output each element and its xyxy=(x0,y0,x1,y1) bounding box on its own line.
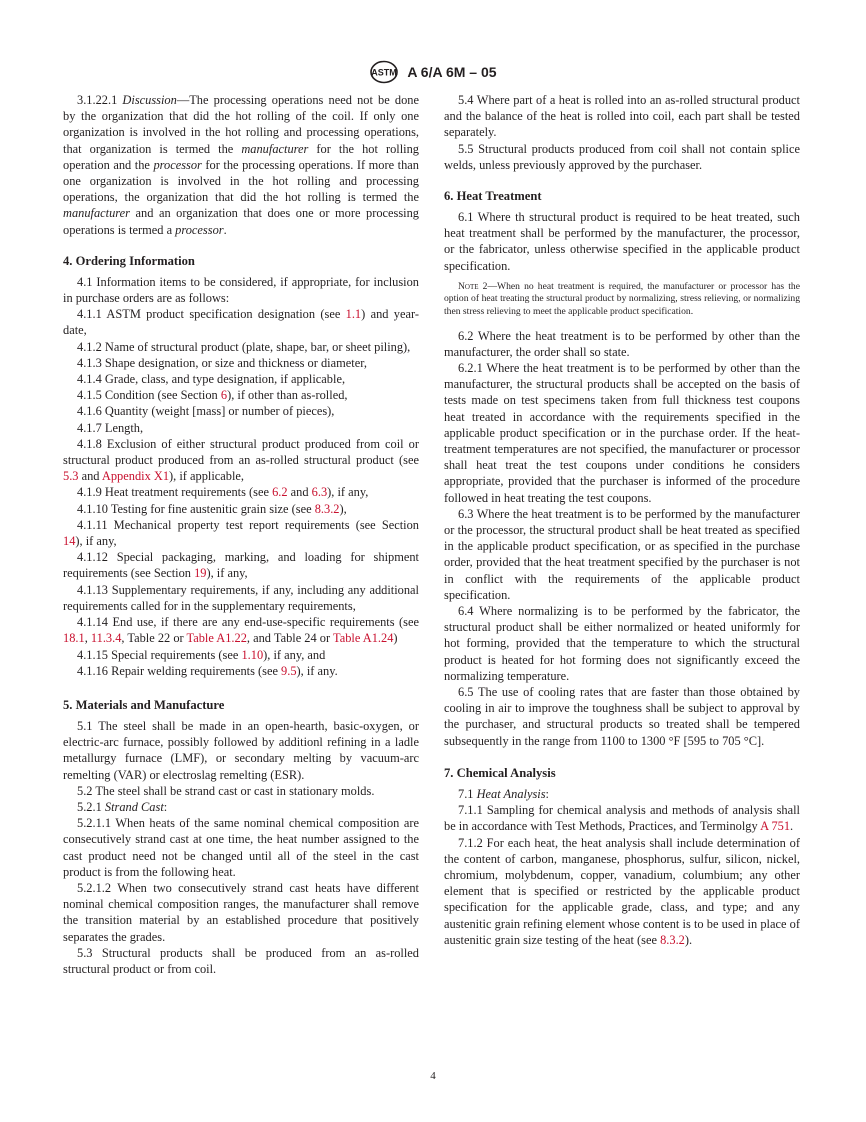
ref-link[interactable]: 11.3.4 xyxy=(90,631,122,646)
ref-link[interactable]: 18.1 xyxy=(63,631,85,646)
paragraph-4-1-15: 4.1.15 Special requirements (see 1.10), if any, and xyxy=(77,647,326,662)
paragraph-4-1-14: 4.1.14 End use, if there are any end-use-specific requirements (see 18.1, 11.3.4, Table 22 or Table A1.22, and Table 24 or Table A1.24) xyxy=(63,615,419,646)
paragraph-3-1-22-1: 3.1.22.1 Discussion—The processing operations need not be done by the organization that did the hot rolling of the coil. If only one organization is involved in the hot rolling and processing operations, that organization is termed the manufacturer for the hot rolling operation and the processor for the processing operations. If more than one organization is involved in the hot rolling and processing operations, the organization that did the hot rolling is termed the manufacturer and an organization that does one or more processing operations is termed a processor. xyxy=(63,93,419,237)
paragraph-6-1: 6.1 Where th structural product is required to be heat treated, such heat treatment shall be performed by the manufacturer, the processor, or the fabricator, unless otherwise specified in the applicable product specification. xyxy=(444,210,800,273)
ref-link[interactable]: 6.2 xyxy=(272,485,288,500)
paragraph-4-1-6: 4.1.6 Quantity (weight [mass] or number of pieces), xyxy=(77,404,335,419)
ref-link[interactable]: 9.5 xyxy=(281,663,297,678)
ref-link[interactable]: Table A1.22 xyxy=(186,631,247,646)
paragraph-6-2: 6.2 Where the heat treatment is to be performed by other than the manufacturer, the order shall so state. xyxy=(444,328,800,359)
paragraph-6-4: 6.4 Where normalizing is to be performed by the fabricator, the structural product shall be either normalized or heated uniformly for hot forming, provided that the temperature to which the structural product is heated for hot forming does not significantly exceed the normalizing temperature. xyxy=(444,604,800,683)
ref-link[interactable]: Table A1.24 xyxy=(333,631,394,646)
paragraph-5-3: 5.3 Structural products shall be produced from an as-rolled structural product or from coil. xyxy=(63,945,419,976)
left-column xyxy=(63,92,419,977)
right-column xyxy=(444,92,800,948)
paragraph-4-1-13: 4.1.13 Supplementary requirements, if any, including any additional requirements called for in the supplementary requirements, xyxy=(63,582,419,613)
paragraph-4-1-11: 4.1.11 Mechanical property test report requirements (see Section 14), if any, xyxy=(63,517,419,549)
paragraph-4-1-1: 4.1.1 ASTM product specification designation (see 1.1) and year-date, xyxy=(63,307,419,338)
paragraph-4-1-9: 4.1.9 Heat treatment requirements (see 6.2 and 6.3), if any, xyxy=(77,485,369,500)
svg-text:ASTM: ASTM xyxy=(371,67,398,78)
ref-link[interactable]: 1.1 xyxy=(345,307,362,322)
paragraph-5-1: 5.1 The steel shall be made in an open-hearth, basic-oxygen, or electric-arc furnace, possibly followed by additionl refining in a ladle metallurgy furnace (LMF), or secondary melting by vacuum-arc remelting (VAR) or electroslag remelting (ESR). xyxy=(63,718,419,782)
ref-link[interactable]: 14 xyxy=(63,534,76,549)
section-heading-7: 7. Chemical Analysis xyxy=(444,765,556,780)
paragraph-7-1: 7.1 Heat Analysis: xyxy=(458,786,549,801)
note-2: Note 2—When no heat treatment is required, the manufacturer or processor has the option of heat treating the structural product by normalizing, stress relieving, or normalizing then stress relieving to meet the applicable product specification. xyxy=(444,280,800,318)
ref-link[interactable]: 8.3.2 xyxy=(660,932,685,947)
paragraph-5-5: 5.5 Structural products produced from coil shall not contain splice welds, unless previously approved by the purchaser. xyxy=(444,141,800,172)
paragraph-4-1-7: 4.1.7 Length, xyxy=(77,420,144,435)
paragraph-4-1-4: 4.1.4 Grade, class, and type designation, if applicable, xyxy=(77,372,346,387)
paragraph-6-3: 6.3 Where the heat treatment is to be performed by the manufacturer or the processor, the structural product shall be heat treated as specified in the applicable product specification, or as specified in the purchase order, provided that the heat treatment specified by the purchaser is not in conflict with the requirements of the applicable product specification. xyxy=(444,506,800,602)
paragraph-7-1-2: 7.1.2 For each heat, the heat analysis shall include determination of the content of carbon, manganese, phosphorus, sulfur, silicon, nickel, chromium, molybdenum, copper, vanadium, columbium; any other element that is specified or restricted by the applicable product specification for the applicable grade, class, and type; and any austenitic grain refining element whose content is to be used in place of austenitic grain size testing of the heat (see 8.3.2). xyxy=(444,835,800,947)
paragraph-5-2-1-1: 5.2.1.1 When heats of the same nominal chemical composition are consecutively strand cast at one time, the heat number assigned to the cast product need not be changed until all of the steel in the cast product is from the following heat. xyxy=(63,816,419,879)
ref-link[interactable]: 1.10 xyxy=(241,647,264,662)
paragraph-4-1-12: 4.1.12 Special packaging, marking, and loading for shipment requirements (see Section 19), if any, xyxy=(63,550,419,581)
paragraph-4-1-5: 4.1.5 Condition (see Section 6), if other than as-rolled, xyxy=(77,388,348,403)
page-number: 4 xyxy=(430,1070,436,1082)
page-header xyxy=(0,60,866,84)
paragraph-6-2-1: 6.2.1 Where the heat treatment is to be performed by other than the manufacturer, the structural products shall be accepted on the basis of tests made on test specimens taken from full thickness test coupons heat treated in accordance with the requirements specified in the applicable product specification or in the purchase order. If the heat-treatment temperatures are not specified, the manufacturer or processor shall heat treat the test coupons under conditions he considers appropriate, provided that the purchaser is informed of the procedure followed in heat treating the test coupons. xyxy=(444,361,800,505)
paragraph-5-2: 5.2 The steel shall be strand cast or cast in stationary molds. xyxy=(77,783,375,798)
astm-logo-icon xyxy=(369,60,399,84)
paragraph-4-1-3: 4.1.3 Shape designation, or size and thickness or diameter, xyxy=(77,355,367,370)
paragraph-4-1: 4.1 Information items to be considered, if appropriate, for inclusion in purchase orders are as follows: xyxy=(63,274,419,306)
section-heading-5: 5. Materials and Manufacture xyxy=(63,697,225,712)
paragraph-4-1-16: 4.1.16 Repair welding requirements (see 9.5), if any. xyxy=(77,663,338,678)
paragraph-4-1-10: 4.1.10 Testing for fine austenitic grain size (see 8.3.2), xyxy=(77,501,347,516)
ref-link[interactable]: Appendix X1 xyxy=(101,469,170,484)
ref-link[interactable]: A 751 xyxy=(760,819,791,834)
ref-link[interactable]: 19 xyxy=(194,566,207,581)
ref-link[interactable]: 5.3 xyxy=(63,469,79,484)
paragraph-5-4: 5.4 Where part of a heat is rolled into an as-rolled structural product and the balance of the heat is rolled into coil, each part shall be tested separately. xyxy=(444,93,800,140)
paragraph-4-1-2: 4.1.2 Name of structural product (plate, shape, bar, or sheet piling), xyxy=(77,339,411,354)
ref-link[interactable]: 6.3 xyxy=(311,485,328,500)
section-heading-4: 4. Ordering Information xyxy=(63,253,195,268)
paragraph-7-1-1: 7.1.1 Sampling for chemical analysis and methods of analysis shall be in accordance with Test Methods, Practices, and Terminolgy A 751. xyxy=(444,803,800,834)
paragraph-5-2-1-2: 5.2.1.2 When two consecutively strand cast heats have different nominal chemical composition ranges, the manufacturer shall remove the transition material by an established procedure that positively separates the grades. xyxy=(63,880,419,944)
ref-link[interactable]: 6 xyxy=(220,388,228,403)
standard-designation: A 6/A 6M – 05 xyxy=(407,64,497,80)
paragraph-6-5: 6.5 The use of cooling rates that are faster than those obtained by cooling in air to improve the toughness shall be subject to approval by the purchaser, and structural products so treated shall be tempered subsequently in the range from 1100 to 1300 °F [595 to 705 °C]. xyxy=(444,685,800,748)
ref-link[interactable]: 8.3.2 xyxy=(314,501,340,516)
section-heading-6: 6. Heat Treatment xyxy=(444,189,542,204)
paragraph-5-2-1: 5.2.1 Strand Cast: xyxy=(77,799,168,814)
paragraph-4-1-8: 4.1.8 Exclusion of either structural product produced from coil or structural product produced from an as-rolled structural product (see 5.3 and Appendix X1), if applicable, xyxy=(63,436,419,484)
